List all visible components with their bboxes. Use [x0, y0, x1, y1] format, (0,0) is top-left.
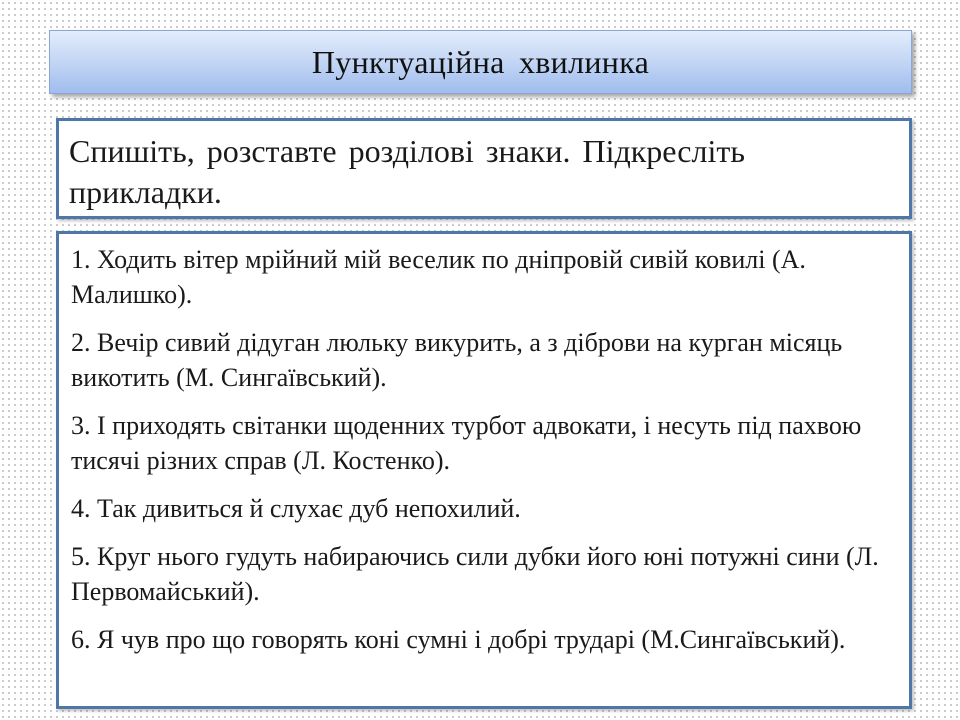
page-title: Пунктуаційна хвилинка — [311, 43, 650, 80]
instruction-text: Спишіть, розставте розділові знаки. Підкресліть прикладки. — [69, 133, 745, 210]
sentences-box — [56, 231, 912, 709]
sentence-3: 3. І приходять світанки щоденних турбот адвокати, і несуть під пахвою тисячі різних справ (Л. Костенко). — [71, 411, 862, 475]
sentence-6: 6. Я чув про що говорять коні сумні і добрі трударі (М.Сингаївський). — [71, 625, 846, 654]
sentence-4: 4. Так дивиться й слухає дуб непохилий. — [71, 494, 521, 523]
sentence-1: 1. Ходить вітер мрійний мій веселик по дніпровій сивій ковилі (А. Малишко). — [71, 245, 806, 309]
sentence-2: 2. Вечір сивий дідуган люльку викурить, а з діброви на курган місяць викотить (М. Сингаївський). — [71, 328, 843, 392]
sentence-5: 5. Круг нього гудуть набираючись сили дубки його юні потужні сини (Л. Первомайський). — [71, 542, 879, 606]
title-banner — [49, 30, 912, 94]
instruction-box — [56, 118, 912, 219]
